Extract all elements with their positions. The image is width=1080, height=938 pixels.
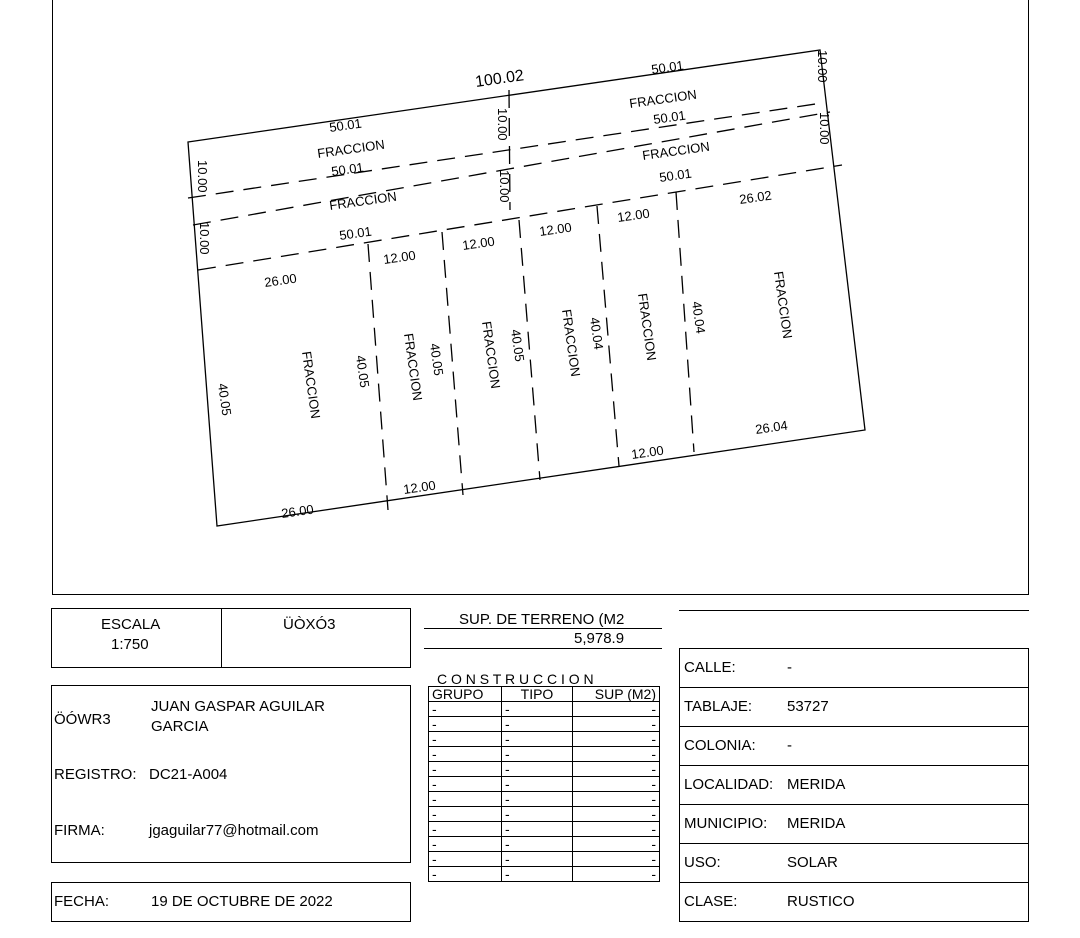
lot3-depth: 40.05 bbox=[508, 328, 528, 363]
right-lot-width-bottom: 26.04 bbox=[754, 417, 789, 437]
table-row bbox=[429, 747, 660, 762]
colonia-label: COLONIA: bbox=[684, 737, 756, 754]
cell: - bbox=[429, 717, 502, 732]
lot3-frac: FRACCION bbox=[559, 308, 584, 378]
table-row bbox=[429, 792, 660, 807]
owner-name-line1: JUAN GASPAR AGUILAR bbox=[151, 698, 325, 715]
property-divider bbox=[679, 726, 1029, 727]
frac-upper-right: FRACCION bbox=[628, 86, 698, 111]
uso-value: SOLAR bbox=[787, 854, 838, 871]
cell: - bbox=[429, 747, 502, 762]
strip-depth-right-1: 10.00 bbox=[815, 50, 830, 83]
municipio-label: MUNICIPIO: bbox=[684, 815, 768, 832]
property-divider bbox=[679, 687, 1029, 688]
dim-middle-right: 50.01 bbox=[658, 165, 693, 185]
uso-label: USO: bbox=[684, 854, 721, 871]
lot1-frac: FRACCION bbox=[401, 332, 426, 402]
cell: - bbox=[429, 777, 502, 792]
construccion-title: C O N S T R U C C I O N bbox=[437, 671, 594, 687]
strip-depth-right-2: 10.00 bbox=[817, 112, 832, 145]
strip-depth-mid-2: 10.00 bbox=[497, 170, 512, 203]
header-grupo: GRUPO bbox=[429, 687, 502, 702]
property-divider bbox=[679, 765, 1029, 766]
top-dimension: 100.02 bbox=[474, 67, 526, 91]
cell: - bbox=[573, 747, 660, 762]
cell: - bbox=[429, 837, 502, 852]
cell: - bbox=[502, 717, 573, 732]
header-sup: SUP (M2) bbox=[573, 687, 660, 702]
strip-depth-left-2: 10.00 bbox=[197, 222, 212, 255]
left-lot-width-top: 26.00 bbox=[263, 270, 298, 290]
cell: - bbox=[573, 777, 660, 792]
cell: - bbox=[573, 702, 660, 717]
construccion-header-row bbox=[429, 687, 660, 702]
calle-label: CALLE: bbox=[684, 659, 736, 676]
lot1-depth: 40.05 bbox=[353, 354, 373, 389]
property-divider bbox=[679, 843, 1029, 844]
dim-upper-left: 50.01 bbox=[328, 115, 363, 135]
cell: - bbox=[502, 867, 573, 882]
property-divider bbox=[679, 804, 1029, 805]
cell: - bbox=[502, 747, 573, 762]
escala-label: ESCALA bbox=[101, 616, 161, 633]
fecha-label: FECHA: bbox=[54, 893, 110, 910]
cell: - bbox=[573, 867, 660, 882]
cell: - bbox=[502, 852, 573, 867]
frac-upper-left: FRACCION bbox=[316, 136, 386, 161]
strip-depth-left-1: 10.00 bbox=[195, 160, 210, 193]
lot2-frac: FRACCION bbox=[479, 320, 504, 390]
dim-upper-left-2: 50.01 bbox=[330, 159, 365, 179]
lot4-depth: 40.04 bbox=[587, 316, 607, 351]
lot3-width: 12.00 bbox=[538, 219, 573, 239]
sup-terreno-label: SUP. DE TERRENO (M2 bbox=[459, 611, 625, 628]
cell: - bbox=[502, 807, 573, 822]
property-divider bbox=[679, 882, 1029, 883]
cell: - bbox=[573, 792, 660, 807]
localidad-label: LOCALIDAD: bbox=[684, 776, 774, 793]
cell: - bbox=[573, 852, 660, 867]
clase-value: RUSTICO bbox=[787, 893, 855, 910]
cell: - bbox=[429, 867, 502, 882]
calle-value: - bbox=[787, 659, 792, 676]
left-lot-width-bottom: 26.00 bbox=[280, 501, 315, 521]
plan-outline bbox=[188, 50, 865, 526]
lot2-width: 12.00 bbox=[461, 233, 496, 253]
firma-value: jgaguilar77@hotmail.com bbox=[149, 822, 319, 839]
cell: - bbox=[573, 717, 660, 732]
fecha-value: 19 DE OCTUBRE DE 2022 bbox=[151, 893, 333, 910]
table-row bbox=[429, 822, 660, 837]
cell: - bbox=[429, 852, 502, 867]
dim-upper-right-2: 50.01 bbox=[652, 107, 687, 127]
cell: - bbox=[502, 732, 573, 747]
cell: - bbox=[502, 762, 573, 777]
localidad-value: MERIDA bbox=[787, 776, 846, 793]
lot2-depth: 40.05 bbox=[427, 342, 447, 377]
cell: - bbox=[573, 837, 660, 852]
sup-terreno-rule-2 bbox=[424, 648, 662, 649]
owner-label: ÖÓWR3 bbox=[54, 711, 111, 728]
cell: - bbox=[502, 837, 573, 852]
registro-value: DC21-A004 bbox=[149, 766, 228, 783]
frac-middle-right: FRACCION bbox=[641, 138, 711, 163]
owner-name-line2: GARCIA bbox=[151, 718, 209, 735]
tablaje-label: TABLAJE: bbox=[684, 698, 753, 715]
lot4-frac: FRACCION bbox=[635, 292, 660, 362]
firma-label: FIRMA: bbox=[54, 822, 105, 839]
table-row bbox=[429, 837, 660, 852]
registro-label: REGISTRO: bbox=[54, 766, 137, 783]
cell: - bbox=[429, 822, 502, 837]
cell: - bbox=[502, 777, 573, 792]
cell: - bbox=[502, 702, 573, 717]
table-row bbox=[429, 867, 660, 882]
table-row bbox=[429, 762, 660, 777]
cell: - bbox=[429, 762, 502, 777]
lot4-width: 12.00 bbox=[616, 205, 651, 225]
cell: - bbox=[573, 732, 660, 747]
lot1-bottom: 12.00 bbox=[402, 477, 437, 497]
cell: - bbox=[429, 807, 502, 822]
cell: - bbox=[573, 807, 660, 822]
cell: - bbox=[429, 732, 502, 747]
strip-depth-mid-1: 10.00 bbox=[495, 108, 510, 141]
lot1-width: 12.00 bbox=[382, 247, 417, 267]
cell: - bbox=[429, 702, 502, 717]
sup-terreno-rule bbox=[424, 628, 662, 629]
dim-middle-left: 50.01 bbox=[338, 223, 373, 243]
code-cell: ÜÒXÓ3 bbox=[283, 616, 336, 633]
escala-value: 1:750 bbox=[111, 636, 149, 653]
dim-upper-right: 50.01 bbox=[650, 57, 685, 77]
colonia-value: - bbox=[787, 737, 792, 754]
frac-middle-left: FRACCION bbox=[328, 188, 398, 213]
right-lot-frac: FRACCION bbox=[771, 270, 796, 340]
cell: - bbox=[429, 792, 502, 807]
left-lot-frac: FRACCION bbox=[299, 350, 324, 420]
cell: - bbox=[502, 822, 573, 837]
right-lot-width-top: 26.02 bbox=[738, 187, 773, 207]
cell: - bbox=[573, 822, 660, 837]
table-row bbox=[429, 777, 660, 792]
lot4-bottom: 12.00 bbox=[630, 442, 665, 462]
property-top-rule bbox=[679, 610, 1029, 611]
construccion-table bbox=[428, 686, 660, 882]
cell: - bbox=[573, 762, 660, 777]
plan-dashed-lines bbox=[188, 90, 842, 510]
table-row bbox=[429, 702, 660, 717]
table-row bbox=[429, 732, 660, 747]
table-row bbox=[429, 807, 660, 822]
municipio-value: MERIDA bbox=[787, 815, 846, 832]
table-row bbox=[429, 717, 660, 732]
left-lot-depth: 40.05 bbox=[215, 382, 235, 417]
cell: - bbox=[502, 792, 573, 807]
sup-terreno-value: 5,978.9 bbox=[574, 630, 625, 647]
lot5-depth: 40.04 bbox=[689, 300, 709, 335]
clase-label: CLASE: bbox=[684, 893, 738, 910]
table-row bbox=[429, 852, 660, 867]
tablaje-value: 53727 bbox=[787, 698, 829, 715]
header-tipo: TIPO bbox=[502, 687, 573, 702]
escala-divider bbox=[221, 608, 222, 668]
